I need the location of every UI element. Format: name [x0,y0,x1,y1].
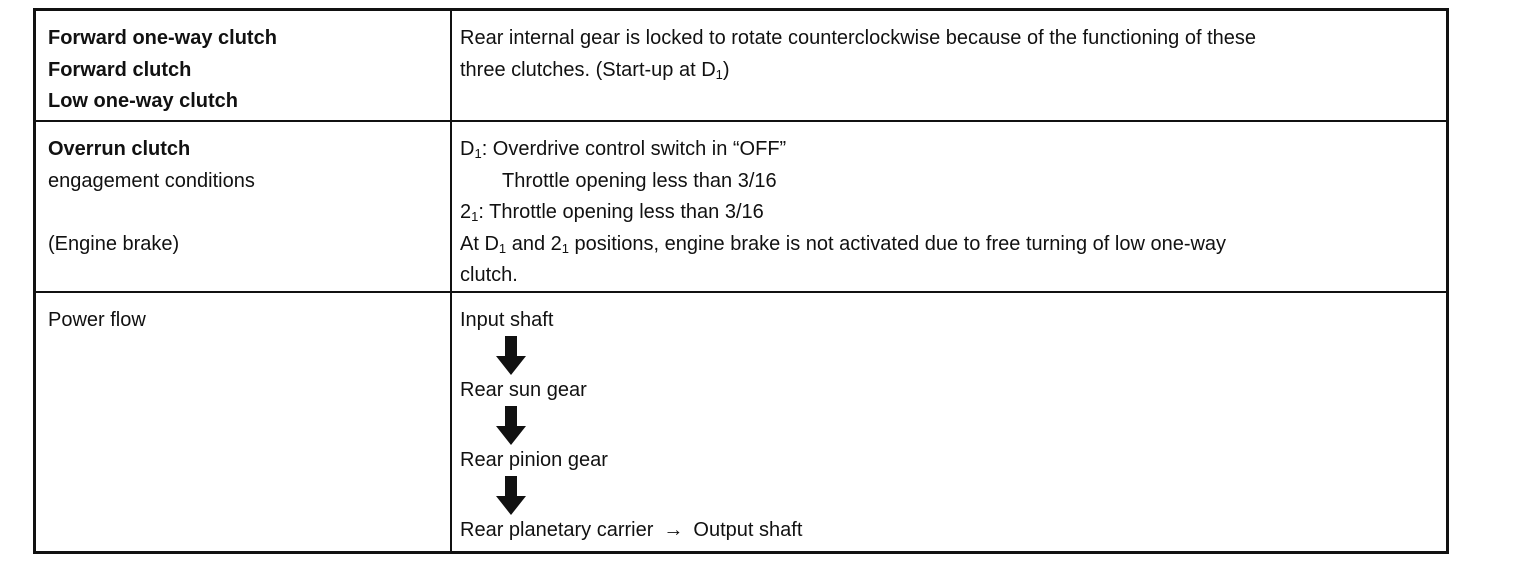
engine-brake-explanation-line-2: clutch. [460,264,518,286]
flow-step-input-shaft: Input shaft [460,309,554,331]
output-shaft-label: Output shaft [693,519,803,541]
power-flow-label: Power flow [48,309,146,331]
overrun-conditions-cell [460,134,1440,292]
engine-brake-explanation [460,229,1440,261]
two1-label: 2 [460,201,472,223]
forward-clutch-label: Forward clutch [48,58,192,81]
right-arrow-icon: → [663,519,684,541]
clutches-description-cell [460,23,1440,86]
d1-text: : Overdrive control switch in “OFF” [481,138,787,160]
subscript: 1 [561,240,569,256]
rear-planetary-carrier-label: Rear planetary carrier [460,519,654,541]
clutches-description-line-2 [460,55,1440,87]
down-arrow-icon [496,476,526,515]
subscript: 1 [498,240,507,256]
engine-brake-note: (Engine brake) [48,232,180,255]
clutches-description-suffix: ) [722,58,730,81]
overrun-cell [48,134,438,260]
at-mid: and 2 [506,232,562,255]
d1-label: D [460,138,475,160]
engagement-conditions-label: engagement conditions [48,169,255,192]
subscript: 1 [715,66,723,82]
subscript: 1 [474,146,482,161]
at-prefix: At D [460,232,499,255]
table-row-clutches [36,11,1446,122]
overrun-clutch-title: Overrun clutch [48,138,191,160]
flow-step-rear-sun-gear: Rear sun gear [460,379,587,401]
at-suffix: positions, engine brake is not activated due to free turning of low one-way [568,232,1227,255]
two1-text: : Throttle opening less than 3/16 [478,201,764,223]
table-row-power-flow [36,293,1446,551]
clutches-description-prefix: three clutches. (Start-up at D [460,58,716,81]
column-divider [450,293,452,551]
down-arrow-icon [496,406,526,445]
d1-condition [460,134,1440,166]
down-arrow-icon [496,336,526,375]
flow-step-rear-pinion-gear: Rear pinion gear [460,449,608,471]
low-one-way-clutch-label: Low one-way clutch [48,90,239,112]
spacer [48,197,438,229]
power-flow-diagram [460,305,1440,546]
specification-table [33,8,1449,554]
forward-one-way-clutch-label: Forward one-way clutch [48,27,277,49]
two1-condition [460,197,1440,229]
subscript: 1 [471,209,479,224]
clutches-description-line-1: Rear internal gear is locked to rotate counterclockwise because of the functioning of these [460,27,1257,49]
column-divider [450,11,452,120]
d1-throttle-detail: Throttle opening less than 3/16 [502,169,777,192]
power-flow-cell [48,305,438,337]
clutches-cell [48,23,438,118]
column-divider [450,122,452,291]
flow-step-final [460,515,1440,546]
table-row-overrun [36,122,1446,293]
